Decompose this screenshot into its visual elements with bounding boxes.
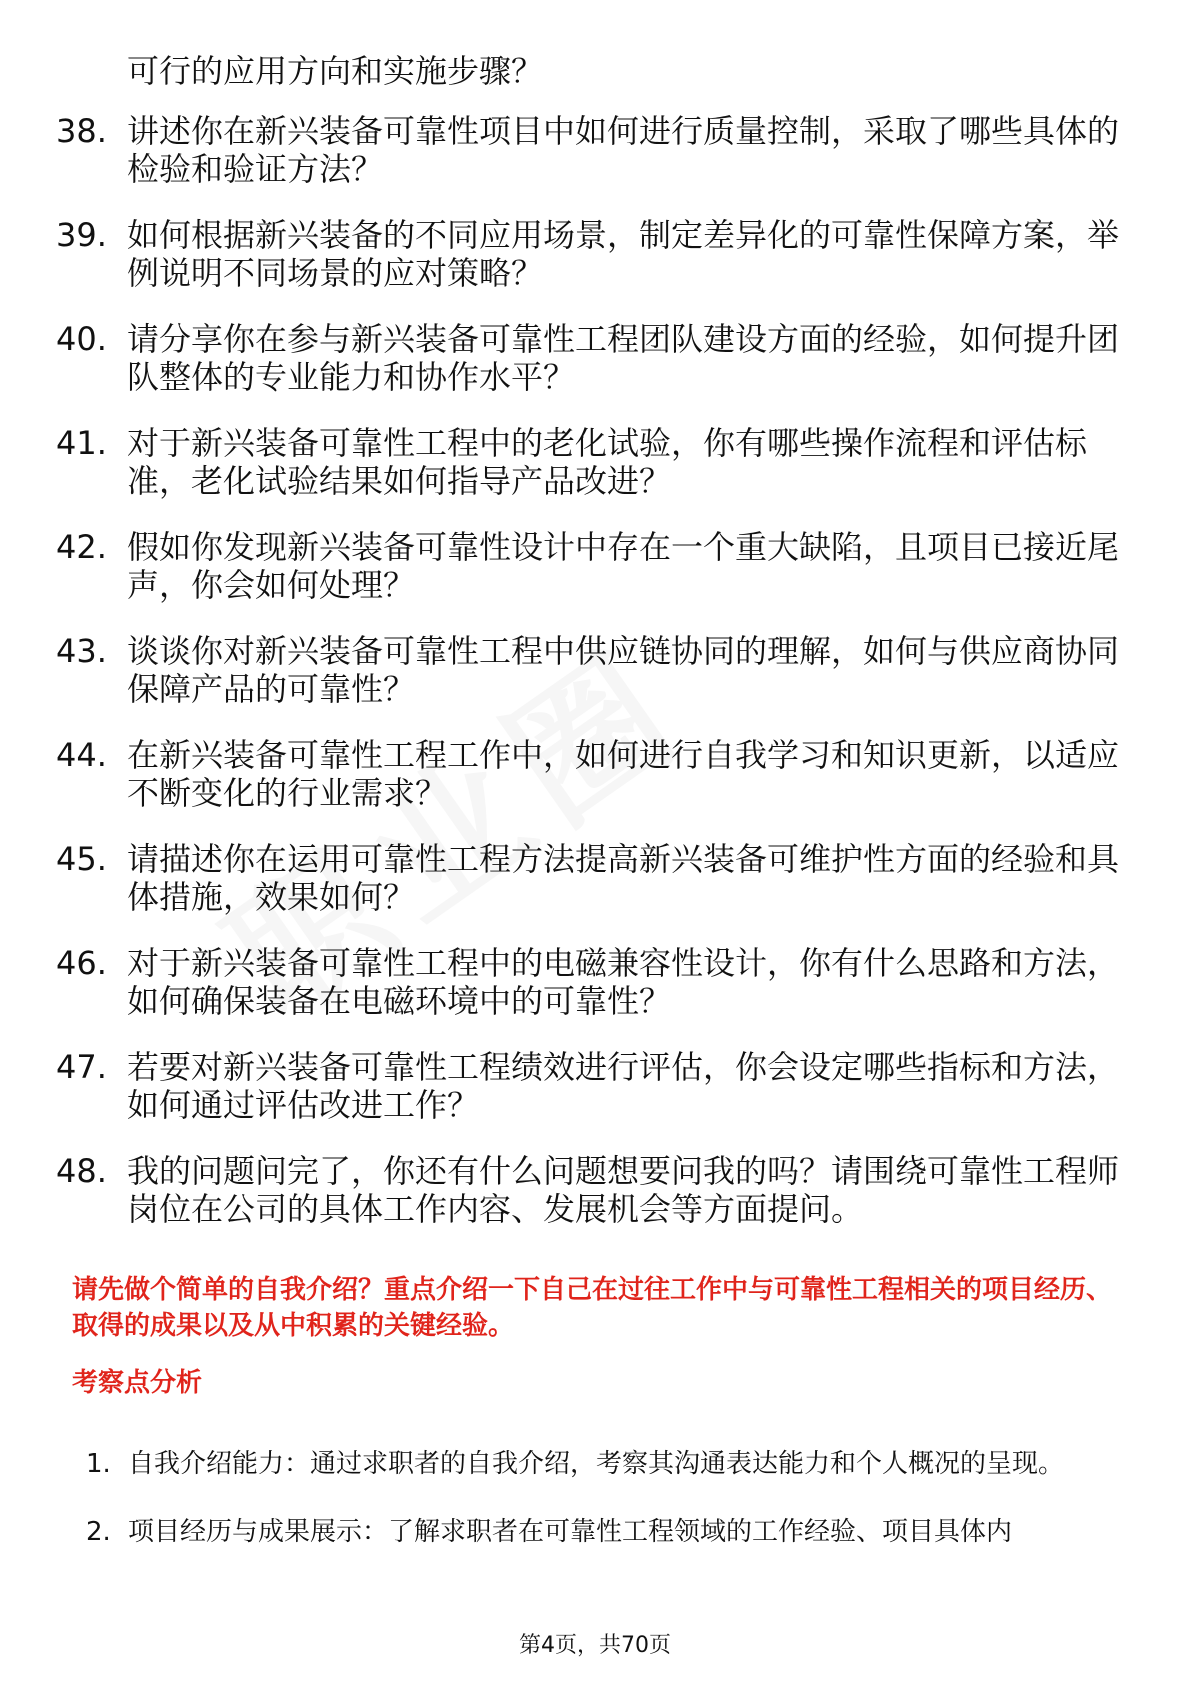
question-text: 请描述你在运用可靠性工程方法提高新兴装备可维护性方面的经验和具体措施，效果如何？ <box>127 840 1120 916</box>
question-number: 44. <box>56 736 107 774</box>
question-text: 对于新兴装备可靠性工程中的老化试验，你有哪些操作流程和评估标准，老化试验结果如何指导产品改进？ <box>127 424 1088 500</box>
question-continuation: 可行的应用方向和实施步骤？ <box>127 52 544 90</box>
analysis-item <box>86 1502 1128 1562</box>
question-item <box>56 1152 1127 1228</box>
question-list <box>56 112 1126 1256</box>
question-item <box>56 320 1127 396</box>
question-item <box>56 424 1127 500</box>
highlighted-question: 请先做个简单的自我介绍？重点介绍一下自己在过往工作中与可靠性工程相关的项目经历、取得的成果以及从中积累的关键经验。 <box>72 1275 1113 1341</box>
analysis-number: 2. <box>86 1517 111 1547</box>
question-number: 45. <box>56 840 107 878</box>
question-item <box>56 840 1127 916</box>
question-text: 谈谈你对新兴装备可靠性工程中供应链协同的理解，如何与供应商协同保障产品的可靠性？ <box>127 632 1120 708</box>
question-item <box>56 1048 1127 1124</box>
question-text: 讲述你在新兴装备可靠性项目中如何进行质量控制，采取了哪些具体的检验和验证方法？ <box>127 112 1120 188</box>
question-number: 39. <box>56 216 107 254</box>
question-number: 43. <box>56 632 107 670</box>
analysis-number: 1. <box>86 1449 111 1479</box>
question-number: 38. <box>56 112 107 150</box>
question-number: 46. <box>56 944 107 982</box>
question-number: 40. <box>56 320 107 358</box>
question-text: 我的问题问完了，你还有什么问题想要问我的吗？请围绕可靠性工程师岗位在公司的具体工作内容、发展机会等方面提问。 <box>127 1152 1120 1228</box>
analysis-text: 自我介绍能力：通过求职者的自我介绍，考察其沟通表达能力和个人概况的呈现。 <box>128 1449 1065 1479</box>
question-item <box>56 736 1127 812</box>
page-footer: 第4页，共70页 <box>519 1633 671 1658</box>
question-text: 请分享你在参与新兴装备可靠性工程团队建设方面的经验，如何提升团队整体的专业能力和协作水平？ <box>127 320 1120 396</box>
question-item <box>56 112 1127 188</box>
analysis-list <box>86 1434 1126 1570</box>
question-text: 如何根据新兴装备的不同应用场景，制定差异化的可靠性保障方案，举例说明不同场景的应对策略？ <box>127 216 1120 292</box>
question-item <box>56 632 1127 708</box>
analysis-section-title: 考察点分析 <box>72 1368 203 1398</box>
analysis-item <box>86 1434 1128 1494</box>
question-text: 对于新兴装备可靠性工程中的电磁兼容性设计，你有什么思路和方法，如何确保装备在电磁环境中的可靠性？ <box>127 944 1120 1020</box>
question-item <box>56 944 1127 1020</box>
question-text: 假如你发现新兴装备可靠性设计中存在一个重大缺陷，且项目已接近尾声，你会如何处理？ <box>127 528 1120 604</box>
question-number: 41. <box>56 424 107 462</box>
question-text: 在新兴装备可靠性工程工作中，如何进行自我学习和知识更新，以适应不断变化的行业需求？ <box>127 736 1120 812</box>
question-number: 47. <box>56 1048 107 1086</box>
analysis-text: 项目经历与成果展示：了解求职者在可靠性工程领域的工作经验、项目具体内 <box>128 1517 1013 1547</box>
question-number: 48. <box>56 1152 107 1190</box>
question-item <box>56 528 1127 604</box>
question-text: 若要对新兴装备可靠性工程绩效进行评估，你会设定哪些指标和方法，如何通过评估改进工作？ <box>127 1048 1120 1124</box>
question-item <box>56 216 1127 292</box>
question-number: 42. <box>56 528 107 566</box>
